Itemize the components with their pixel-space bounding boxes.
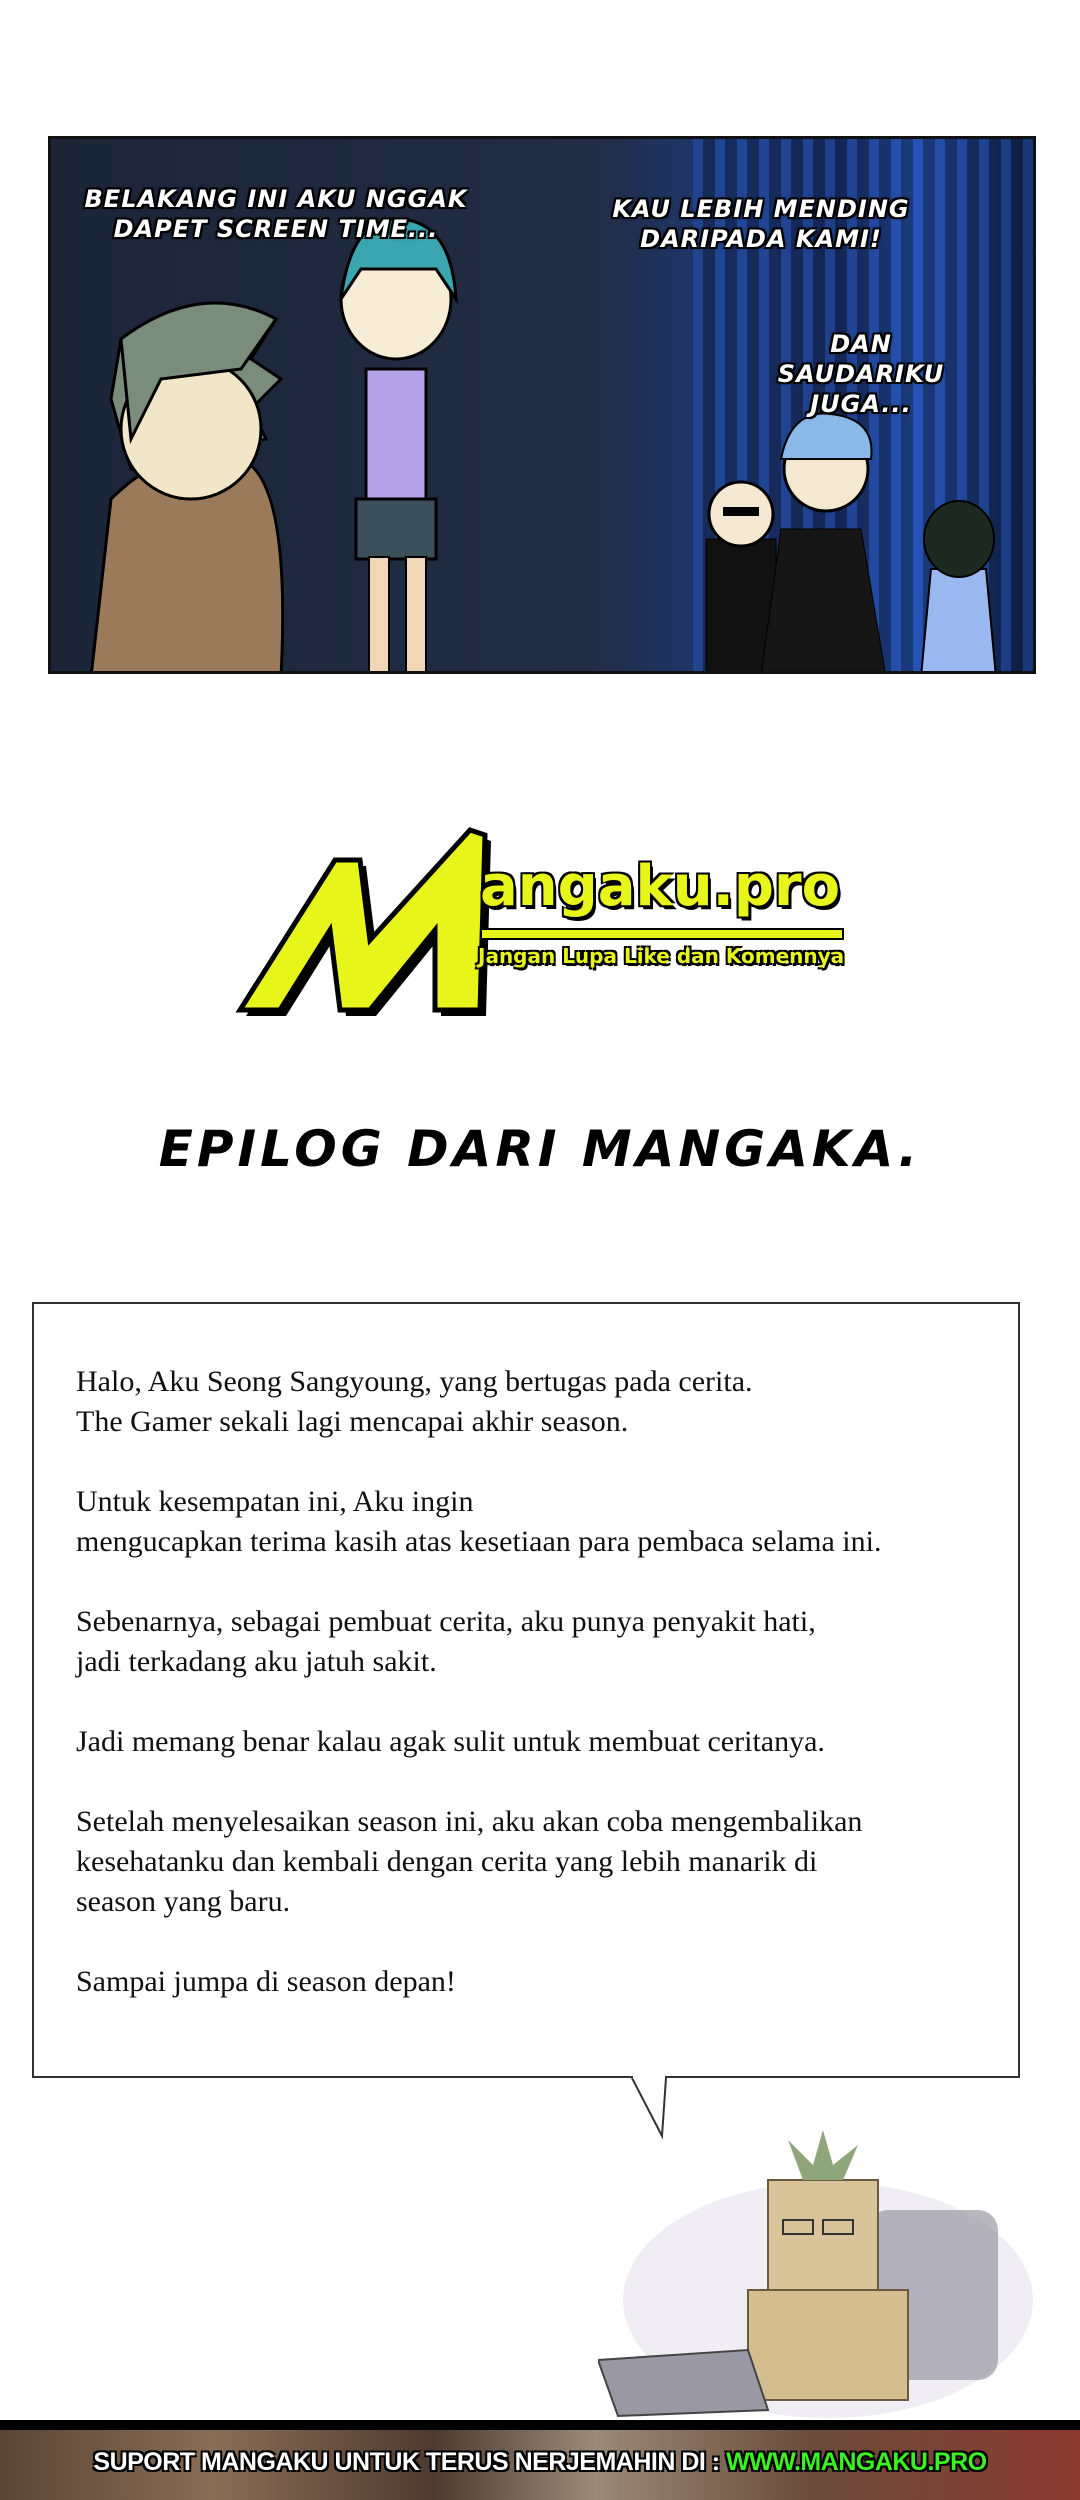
message-paragraph (76, 1722, 988, 1762)
epilog-title: EPILOG DARI MANGAKA. (158, 1120, 922, 1178)
logo-m-glyph (220, 820, 495, 1020)
message-line: Sampai jumpa di season depan! (76, 1965, 456, 1998)
logo-divider (480, 928, 844, 940)
message-line: Halo, Aku Seong Sangyoung, yang bertugas pada cerita. (76, 1365, 753, 1398)
message-line: mengucapkan terima kasih atas kesetiaan para pembaca selama ini. (76, 1525, 882, 1558)
speech-text-3: DAN SAUDARIKU JUGA... (777, 330, 945, 418)
author-message (76, 1362, 988, 2042)
message-paragraph (76, 1482, 988, 1562)
logo-tagline: Jangan Lupa Like dan Komennya (478, 944, 845, 968)
message-line: Setelah menyelesaikan season ini, aku akan coba mengembalikan (76, 1805, 863, 1838)
message-paragraph (76, 1962, 988, 2002)
banner-url-link[interactable]: WWW.MANGAKU.PRO (726, 2448, 987, 2476)
banner-message: SUPORT MANGAKU UNTUK TERUS NERJEMAHIN DI : (93, 2448, 727, 2476)
author-message-box (32, 1302, 1020, 2078)
banner-text (20, 2448, 1060, 2477)
message-line: Jadi memang benar kalau agak sulit untuk membuat ceritanya. (76, 1725, 825, 1758)
message-line: jadi terkadang aku jatuh sakit. (76, 1645, 437, 1678)
speech-text-2: KAU LEBIH MENDING DARIPADA KAMI! (612, 195, 910, 253)
comic-panel (48, 136, 1036, 674)
logo-name: angaku.pro (480, 854, 841, 919)
message-line: Untuk kesempatan ini, Aku ingin (76, 1485, 474, 1518)
message-line: season yang baru. (76, 1885, 291, 1918)
message-paragraph (76, 1602, 988, 1682)
message-paragraph (76, 1802, 988, 1922)
message-paragraph (76, 1362, 988, 1442)
message-line: Sebenarnya, sebagai pembuat cerita, aku punya penyakit hati, (76, 1605, 816, 1638)
author-illustration (598, 2100, 1038, 2420)
support-banner (0, 2420, 1080, 2500)
message-line: kesehatanku dan kembali dengan cerita yang lebih manarik di (76, 1845, 818, 1878)
message-line: The Gamer sekali lagi mencapai akhir season. (76, 1405, 629, 1438)
mangaku-logo (220, 820, 880, 1020)
speech-text-1: BELAKANG INI AKU NGGAK DAPET SCREEN TIME... (84, 185, 468, 243)
